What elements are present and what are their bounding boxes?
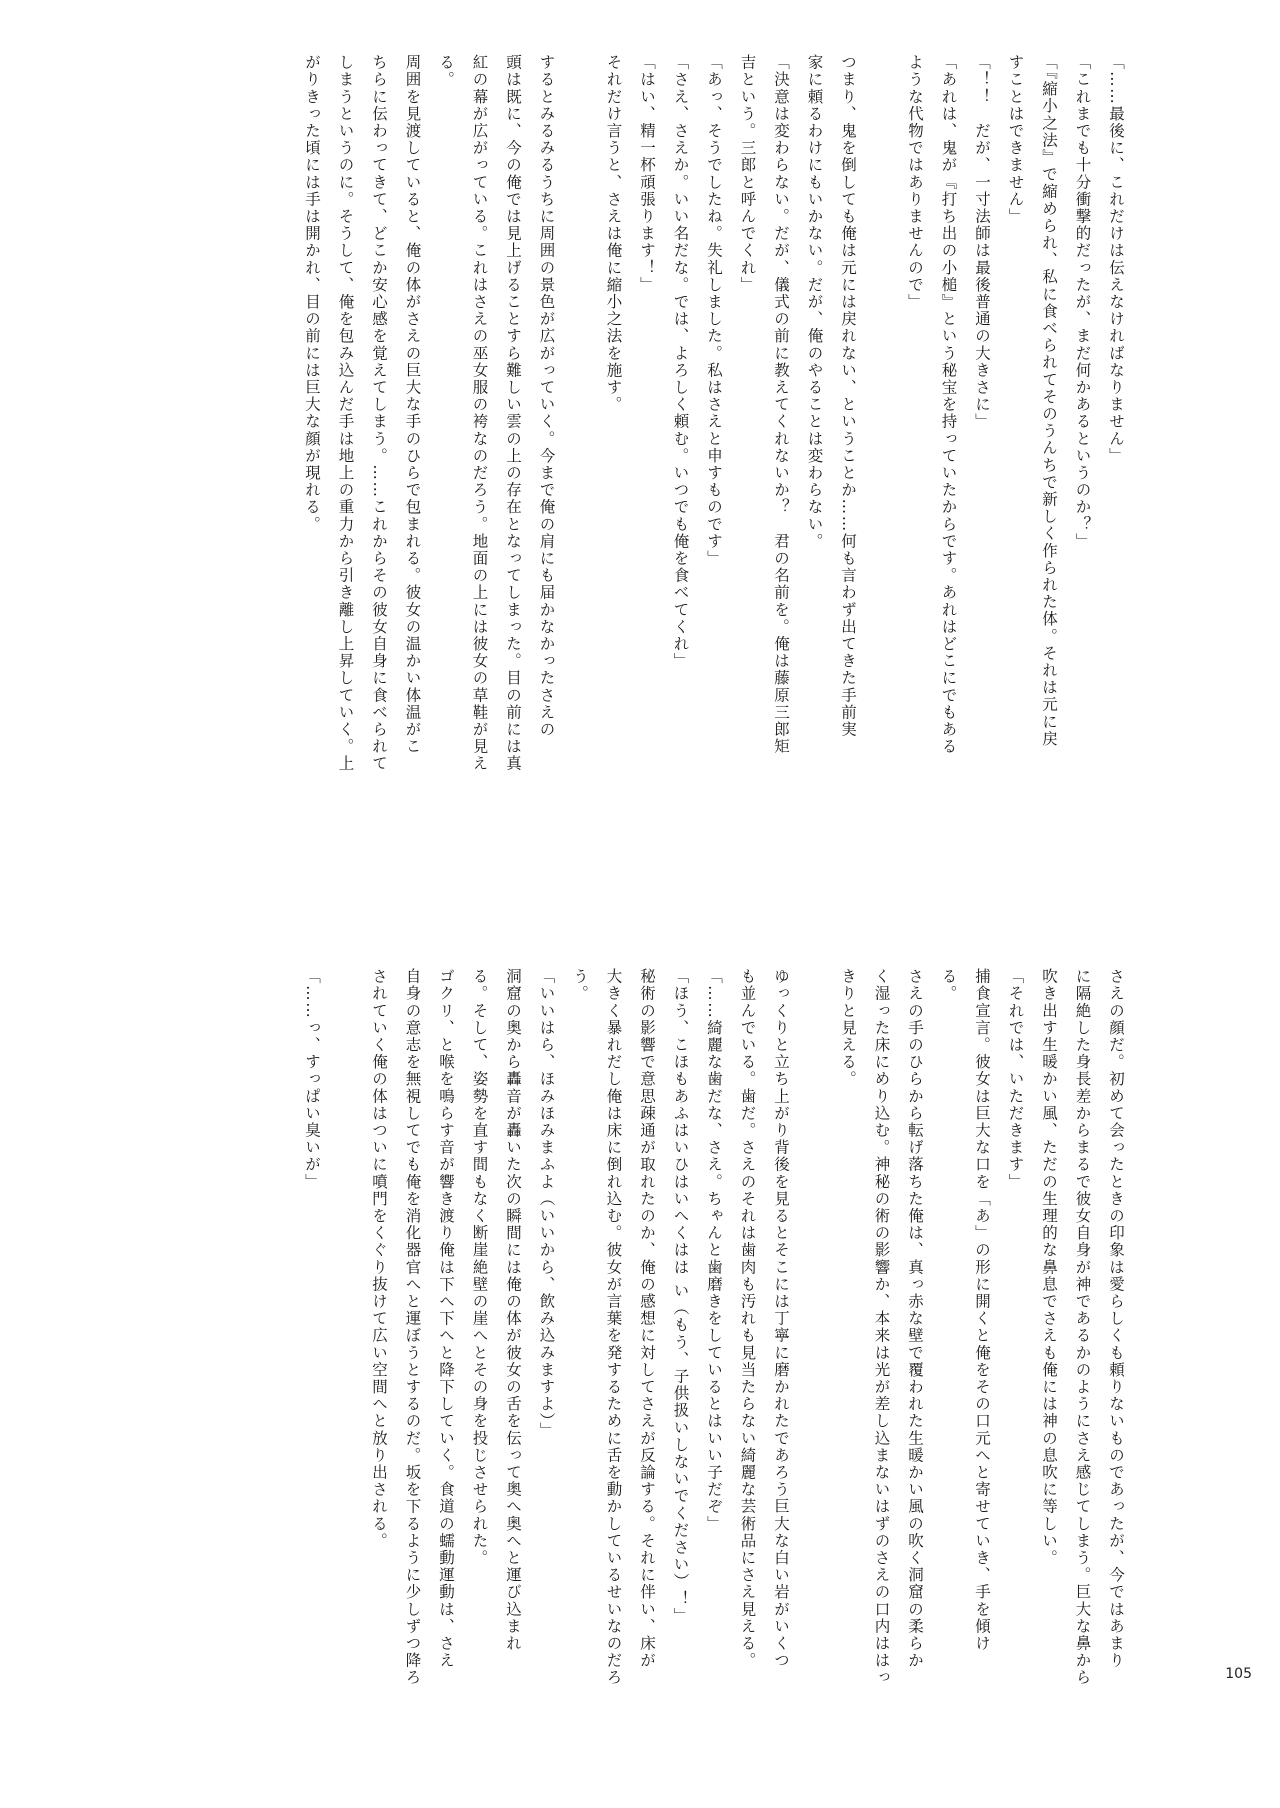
text-line: 「……綺麗な歯だな、さえ。ちゃんと歯磨きをしているとはいい子だぞ」 bbox=[705, 968, 723, 1533]
text-line: う。 bbox=[571, 968, 589, 1003]
text-line: ゴクリ、と喉を鳴らす音が響き渡り俺は下へ下へと降下していく。食道の蠕動運動は、さえ bbox=[437, 968, 455, 1670]
text-line: 「決意は変わらない。だが、儀式の前に教えてくれないか？ 君の名前を。俺は藤原三郎矩 bbox=[772, 54, 790, 756]
text-line: 吹き出す生暖かい風、ただの生理的な鼻息でさえも俺には神の息吹に等しい。 bbox=[1040, 968, 1058, 1567]
text-line: る。 bbox=[437, 54, 455, 89]
text-line: 周囲を見渡していると、俺の体がさえの巨大な手のひらで包まれる。彼女の温かい体温がこ bbox=[403, 54, 422, 756]
text-line: 「『縮小之法』で縮められ、私に食べられてそのうんちで新しく作られた体。それは元に戻 bbox=[1040, 54, 1058, 748]
text-line: 「これまでも十分衝撃的だったが、まだ何かあるというのか？」 bbox=[1073, 54, 1092, 550]
blank-line bbox=[864, 54, 898, 914]
text-line: きりと見える。 bbox=[839, 968, 857, 1088]
text-line: 大きく暴れだし俺は床に倒れ込む。彼女が言葉を発するために舌を動かしているせいなのだろ bbox=[604, 968, 623, 1687]
text-line: 家に頼るわけにもいかない。だが、俺のやることは変わらない。 bbox=[805, 54, 824, 550]
text-line: しまうというのに。そうして、俺を包み込んだ手は地上の重力から引き離し上昇していく。上 bbox=[336, 54, 355, 773]
text-line: 紅の幕が広がっている。これはさえの巫女服の袴なのだろう。地面の上には彼女の草鞋が見え bbox=[470, 54, 489, 773]
text-block-upper bbox=[132, 54, 1132, 914]
text-line: がりきった頃には手は開かれ、目の前には巨大な顔が現れる。 bbox=[303, 54, 321, 533]
text-line: 秘術の影響で意思疎通が取れたのか、俺の感想に対してさえが反論する。それに伴い、床が bbox=[638, 968, 656, 1670]
text-line: それだけ言うと、さえは俺に縮小之法を施す。 bbox=[604, 54, 623, 414]
text-line: するとみるみるうちに周囲の景色が広がっていく。今まで俺の肩にも届かなかったさえの bbox=[537, 54, 556, 738]
text-line: されていく俺の体はついに噴門をくぐり抜けて広い空間へと放り出される。 bbox=[370, 968, 388, 1550]
text-line: 「！！ だが、一寸法師は最後普通の大きさに」 bbox=[973, 54, 991, 431]
text-line: 「はい、精一杯頑張ります！」 bbox=[638, 54, 656, 294]
text-line: く湿った床にめり込む。神秘の術の影響か、本来は光が差し込まないはずのさえの口内ははっ bbox=[872, 968, 891, 1687]
text-line: さえの顔だ。初めて会ったときの印象は愛らしくも頼りないものであったが、今ではあまり bbox=[1107, 968, 1125, 1670]
text-line: ゆっくりと立ち上がり背後を見るとそこには丁寧に磨かれたであろう巨大な白い岩がいくつ bbox=[772, 968, 790, 1670]
text-line: 「あっ、そうでしたね。失礼しました。私はさえと申すものです」 bbox=[705, 54, 723, 567]
text-line: る。そして、姿勢を直す間もなく断崖絶壁の崖へとその身を投じさせられた。 bbox=[470, 968, 489, 1567]
page-number: 105 bbox=[1225, 1666, 1252, 1682]
text-block-lower bbox=[132, 968, 1132, 1798]
text-line: 「ほう、こほもあふはいひはいへくはは い（もう、子供扱いしないでください）！」 bbox=[671, 968, 690, 1625]
blank-line bbox=[797, 968, 831, 1798]
text-line: さえの手のひらから転げ落ちた俺は、真っ赤な壁で覆われた生暖かい風の吹く洞窟の柔らか bbox=[906, 968, 924, 1670]
blank-line bbox=[328, 968, 362, 1798]
text-line: 「あれは、鬼が『打ち出の小槌』という秘宝を持っていたからです。あれはどこにでもある bbox=[939, 54, 958, 756]
text-line: 頭は既に、今の俺では見上げることすら難しい雲の上の存在となってしまった。目の前には真 bbox=[504, 54, 522, 773]
text-line: 捕食宣言。彼女は巨大な口を「あ」の形に開くと俺をその口元へと寄せていき、手を傾け bbox=[973, 968, 991, 1652]
text-line: 吉という。三郎と呼んでくれ」 bbox=[738, 54, 757, 294]
text-line: も並んでいる。歯だ。さえのそれは歯肉も汚れも見当たらない綺麗な芸術品にさえ見える。 bbox=[738, 968, 757, 1670]
text-line: 「さえ、さえか。いい名だな。では、よろしく頼む。いつでも俺を食べてくれ」 bbox=[671, 54, 690, 670]
text-line: 「……っ、すっぱい臭いが」 bbox=[303, 968, 321, 1191]
text-line: 「いいはら、ほみほみまふよ（いいから、飲み込みますよ）」 bbox=[537, 968, 556, 1440]
text-line: 洞窟の奥から轟音が轟いた次の瞬間には俺の体が彼女の舌を伝って奥へ奥へと運び込まれ bbox=[504, 968, 522, 1652]
text-line: 「……最後に、これだけは伝えなければなりません」 bbox=[1107, 54, 1125, 465]
text-line: すことはできません」 bbox=[1006, 54, 1025, 225]
blank-line bbox=[563, 54, 597, 914]
text-line: ちらに伝わってきて、どこか安心感を覚えてしまう。……これからその彼女自身に食べられて bbox=[370, 54, 388, 773]
text-line: つまり、鬼を倒しても俺は元には戻れない、ということか……何も言わず出てきた手前実 bbox=[839, 54, 857, 738]
text-line: る。 bbox=[939, 968, 958, 1003]
text-line: に隔絶した身長差からまるで彼女自身が神であるかのようにさえ感じてしまう。巨大な鼻から bbox=[1073, 968, 1092, 1687]
text-line: ような代物ではありませんので」 bbox=[906, 54, 924, 311]
text-line: 自身の意志を無視してでも俺を消化器官へと運ぼうとするのだ。坂を下るように少しずつ降ろ bbox=[403, 968, 422, 1687]
text-line: 「それでは、いただきます」 bbox=[1006, 968, 1025, 1191]
